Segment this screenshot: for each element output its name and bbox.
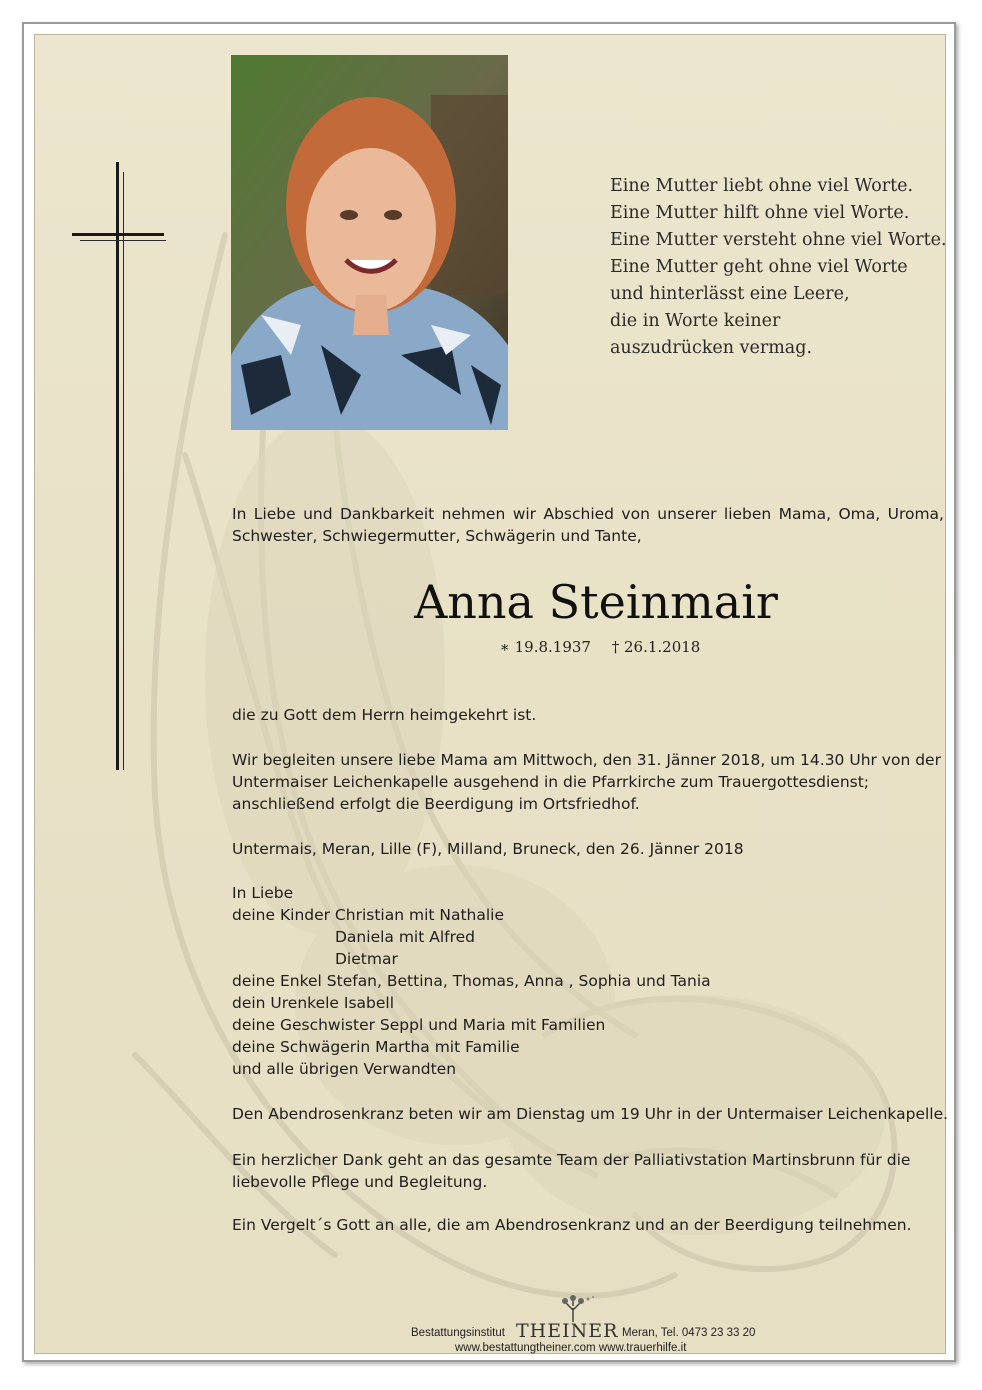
- thanks-text: [232, 1149, 944, 1193]
- mourners-great-grandchild: dein Urenkele Isabell: [232, 994, 395, 1012]
- rosary-info: Den Abendrosenkranz beten wir am Dienstag um 19 Uhr in der Untermaiser Leichenkapelle.: [232, 1105, 949, 1123]
- death-date: † 26.1.2018: [611, 638, 701, 656]
- birth-date: ∗ 19.8.1937: [499, 638, 591, 656]
- footer: [0, 1320, 982, 1360]
- tree-logo-icon: [543, 1294, 603, 1322]
- poem-line: Eine Mutter geht ohne viel Worte: [610, 257, 908, 277]
- mourners-intro: In Liebe: [232, 884, 294, 902]
- footer-brand: THEINER: [516, 1320, 619, 1342]
- mourners-relatives: und alle übrigen Verwandten: [232, 1060, 457, 1078]
- life-dates: [232, 638, 944, 656]
- footer-contact: Meran, Tel. 0473 23 33 20: [622, 1327, 756, 1339]
- mourners-siblings: deine Geschwister Seppl und Maria mit Familien: [232, 1016, 606, 1034]
- mourners-children: deine Kinder Christian mit Nathalie: [232, 906, 505, 924]
- poem-line: Eine Mutter hilft ohne viel Worte.: [610, 203, 910, 223]
- poem-line: Eine Mutter versteht ohne viel Worte.: [610, 230, 947, 250]
- vergelts-gott-text: Ein Vergelt´s Gott an alle, die am Abendrosenkranz und an der Beerdigung teilnehmen.: [232, 1216, 912, 1234]
- deceased-name: Anna Steinmair: [414, 575, 778, 629]
- poem-line: auszudrücken vermag.: [610, 338, 813, 358]
- mourners-list: [232, 882, 944, 1080]
- poem-line: und hinterlässt eine Leere,: [610, 284, 850, 304]
- poem-line: die in Worte keiner: [610, 311, 781, 331]
- funeral-info: [232, 749, 944, 815]
- funeral-line: anschließend erfolgt die Beerdigung im Ortsfriedhof.: [232, 795, 640, 813]
- funeral-line: Wir begleiten unsere liebe Mama am Mittwoch, den 31. Jänner 2018, um 14.30 Uhr von der: [232, 751, 941, 769]
- mourners-sister-in-law: deine Schwägerin Martha mit Familie: [232, 1038, 520, 1056]
- intro-text: In Liebe und Dankbarkeit nehmen wir Abschied von unserer lieben Mama, Oma, Uroma, Schwester, Schwiegermutter, Schwägerin und Tante,: [232, 505, 944, 545]
- thanks-line: Ein herzlicher Dank geht an das gesamte Team der Palliativstation Martinsbrunn für die: [232, 1151, 911, 1169]
- footer-institute: Bestattungsinstitut: [411, 1327, 505, 1339]
- mourners-grandchildren: deine Enkel Stefan, Bettina, Thomas, Anna , Sophia und Tania: [232, 972, 711, 990]
- mourners-children-3: Dietmar: [335, 950, 398, 968]
- footer-web-links[interactable]: www.bestattungtheiner.com www.trauerhilfe.it: [455, 1342, 687, 1354]
- poem-line: Eine Mutter liebt ohne viel Worte.: [610, 176, 914, 196]
- thanks-line: liebevolle Pflege und Begleitung.: [232, 1173, 488, 1191]
- funeral-line: Untermaiser Leichenkapelle ausgehend in die Pfarrkirche zum Trauergottesdienst;: [232, 773, 870, 791]
- poem: [610, 173, 947, 362]
- mourners-children-2: Daniela mit Alfred: [335, 928, 476, 946]
- heimgekehrt-text: die zu Gott dem Herrn heimgekehrt ist.: [232, 706, 537, 724]
- portrait-photo: [231, 55, 508, 430]
- place-date: Untermais, Meran, Lille (F), Milland, Bruneck, den 26. Jänner 2018: [232, 840, 744, 858]
